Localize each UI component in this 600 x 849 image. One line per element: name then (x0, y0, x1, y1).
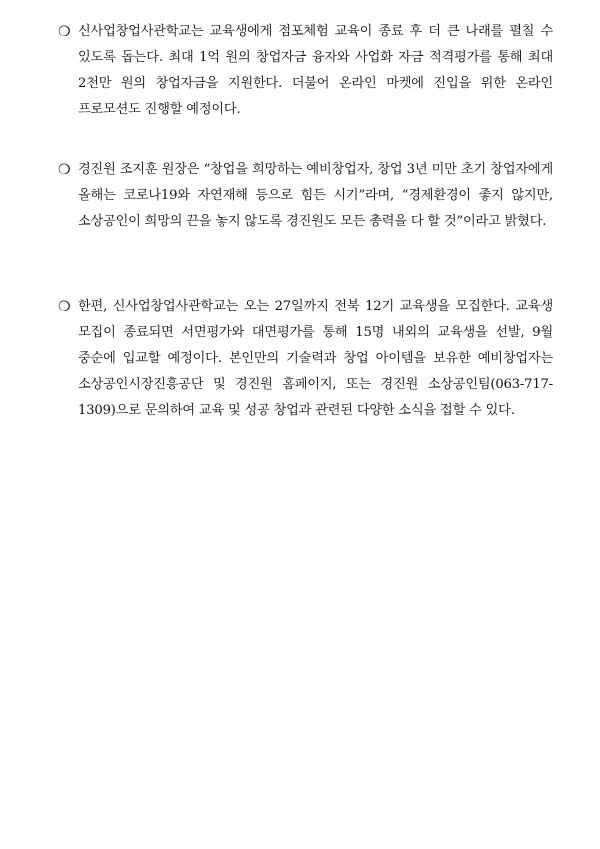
paragraph (58, 157, 553, 235)
circle-bullet-icon: ❍ (58, 299, 71, 315)
paragraph-text: 신사업창업사관학교는 교육생에게 점포체험 교육이 종료 후 더 큰 나래를 펼칠 수 있도록 돕는다. 최대 1억 원의 창업자금 융자와 사업화 자금 적격평가를 통해 최대 2천만 원의 창업자금을 지원한다. 더불어 온라인 마켓에 진입을 위한 온라인 프로모션도 진행할 예정이다. (78, 24, 553, 117)
paragraph-text: 한편, 신사업창업사관학교는 오는 27일까지 전북 12기 교육생을 모집한다. 교육생 모집이 종료되면 서면평가와 대면평가를 통해 15명 내외의 교육생을 선발, 9월 중순에 입교할 예정이다. 본인만의 기술력과 창업 아이템을 보유한 예비창업자는 소상공인시장진흥공단 및 경진원 홈페이지, 또는 경진원 소상공인팀(063-717-1309)으로 문의하여 교육 및 성공 창업과 관련된 다양한 소식을 접할 수 있다. (78, 299, 553, 418)
circle-bullet-icon: ❍ (58, 24, 71, 40)
paragraph (58, 19, 553, 123)
paragraph (58, 294, 553, 424)
circle-bullet-icon: ❍ (58, 162, 71, 178)
paragraph-text: 경진원 조지훈 원장은 “창업을 희망하는 예비창업자, 창업 3년 미만 초기 창업자에게 올해는 코로나19와 자연재해 등으로 힘든 시기”라며, “경제환경이 좋지 않지만, 소상공인이 희망의 끈을 놓지 않도록 경진원도 모든 총력을 다 할 것”이라고 밝혔다. (78, 162, 553, 229)
